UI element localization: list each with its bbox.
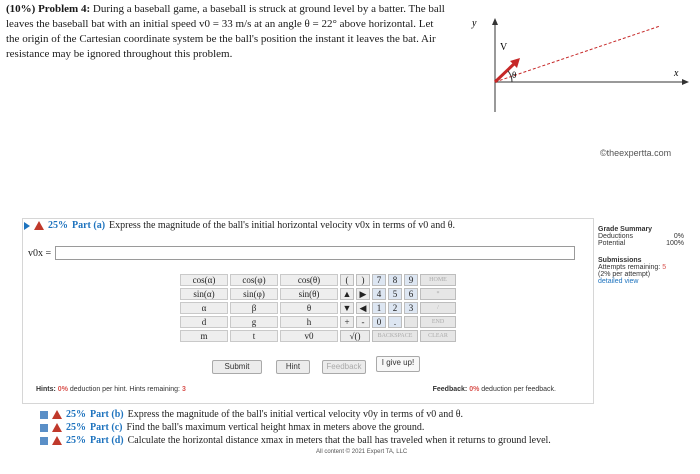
hints-deduction-text: deduction per hint. Hints remaining: <box>69 386 180 393</box>
key-paren-open[interactable]: ( <box>340 274 354 286</box>
key-blank-icon[interactable] <box>404 316 418 328</box>
feedback-label: Feedback: <box>432 386 468 393</box>
feedback-text: deduction per feedback. <box>481 386 556 393</box>
key-divide-icon[interactable]: / <box>420 302 456 314</box>
other-parts-list <box>40 408 551 447</box>
part-c-row[interactable] <box>40 421 551 434</box>
projectile-diagram <box>460 12 700 122</box>
key-beta[interactable]: β <box>230 302 278 314</box>
warning-icon <box>34 221 44 230</box>
problem-text: During a baseball game, a baseball is struck at ground level by a batter. The ball leaves the baseball bat with an initial speed v0 = 33 m/s at an angle θ = 22° above horizontal. Let the origin of the Cartesian coordinate system be the ball's position the instant it leaves the bat. Air resistance may be ignored throughout this problem. <box>6 3 445 60</box>
key-up-icon[interactable]: ▲ <box>340 288 354 300</box>
key-sin-alpha[interactable]: sin(α) <box>180 288 228 300</box>
key-4[interactable]: 4 <box>372 288 386 300</box>
problem-weight: (10%) <box>6 3 36 15</box>
grade-summary-title: Grade Summary <box>598 226 653 233</box>
hints-label: Hints: <box>36 386 56 393</box>
part-d-percent: 25% <box>66 435 86 446</box>
hints-remaining: 3 <box>181 386 186 393</box>
key-right-icon[interactable]: ▶ <box>356 288 370 300</box>
potential-label: Potential <box>598 240 626 247</box>
credit: ©theexpertta.com <box>600 148 672 158</box>
key-2[interactable]: 2 <box>388 302 402 314</box>
feedback-button[interactable]: Feedback <box>322 360 366 374</box>
part-b-label: Part (b) <box>90 409 124 420</box>
part-c-warning-icon <box>52 423 62 432</box>
key-cos-theta[interactable]: cos(θ) <box>280 274 338 286</box>
attempts-row <box>598 264 684 271</box>
detailed-view-link[interactable]: detailed view <box>598 278 639 285</box>
y-axis-label: y <box>472 18 477 29</box>
problem-heading: Problem 4: <box>38 3 91 15</box>
key-plus[interactable]: + <box>340 316 354 328</box>
key-down-icon[interactable]: ▼ <box>340 302 354 314</box>
key-clear[interactable]: CLEAR <box>420 330 456 342</box>
key-backspace[interactable]: BACKSPACE <box>372 330 418 342</box>
part-d-warning-icon <box>52 436 62 445</box>
give-up-button[interactable]: I give up! <box>376 356 420 372</box>
key-home[interactable]: HOME <box>420 274 456 286</box>
key-dot[interactable]: . <box>388 316 402 328</box>
deductions-label: Deductions <box>598 233 634 240</box>
part-d-text: Calculate the horizontal distance xmax in meters that the ball has traveled when it returns to ground level. <box>127 435 551 446</box>
key-9[interactable]: 9 <box>404 274 418 286</box>
key-m[interactable]: m <box>180 330 228 342</box>
hints-info <box>36 386 186 398</box>
part-c-text: Find the ball's maximum vertical height hmax in meters above the ground. <box>126 422 425 433</box>
key-theta[interactable]: θ <box>280 302 338 314</box>
key-8[interactable]: 8 <box>388 274 402 286</box>
x-axis-label: x <box>674 68 679 79</box>
part-b-percent: 25% <box>66 409 86 420</box>
potential-value: 100% <box>666 240 684 247</box>
submissions-title: Submissions <box>598 257 642 264</box>
key-h[interactable]: h <box>280 316 338 328</box>
key-sin-phi[interactable]: sin(φ) <box>230 288 278 300</box>
key-6[interactable]: 6 <box>404 288 418 300</box>
key-paren-close[interactable]: ) <box>356 274 370 286</box>
theta-label: θ <box>512 70 517 80</box>
deductions-value: 0% <box>673 233 684 240</box>
hint-button[interactable]: Hint <box>276 360 310 374</box>
key-star-icon[interactable]: * <box>420 288 456 300</box>
grade-summary <box>598 226 684 285</box>
attempts-label: Attempts remaining: <box>598 264 661 271</box>
feedback-pct: 0% <box>469 386 480 393</box>
key-cos-alpha[interactable]: cos(α) <box>180 274 228 286</box>
expand-arrow-icon[interactable] <box>24 222 30 230</box>
key-1[interactable]: 1 <box>372 302 386 314</box>
part-a-percent: 25% <box>48 220 68 231</box>
key-cos-phi[interactable]: cos(φ) <box>230 274 278 286</box>
part-a-label: Part (a) <box>72 220 106 231</box>
answer-input[interactable] <box>55 246 575 260</box>
function-keypad <box>178 272 340 344</box>
part-a-prompt: Express the magnitude of the ball's initial horizontal velocity v0x in terms of v0 and θ. <box>109 220 456 231</box>
key-3[interactable]: 3 <box>404 302 418 314</box>
hints-deduction-pct: 0% <box>57 386 68 393</box>
part-d-label: Part (d) <box>90 435 124 446</box>
velocity-label: V <box>500 42 508 53</box>
hints-feedback-bar <box>36 386 556 398</box>
answer-label: v0x = <box>28 247 52 259</box>
key-7[interactable]: 7 <box>372 274 386 286</box>
key-v0[interactable]: v0 <box>280 330 338 342</box>
submit-button[interactable]: Submit <box>212 360 262 374</box>
key-g[interactable]: g <box>230 316 278 328</box>
key-sqrt[interactable]: √() <box>340 330 370 342</box>
per-attempt: (2% per attempt) <box>598 271 651 278</box>
key-0[interactable]: 0 <box>372 316 386 328</box>
problem-statement <box>6 2 446 62</box>
part-c-label: Part (c) <box>90 422 123 433</box>
part-b-expand-icon[interactable] <box>40 411 48 419</box>
feedback-info <box>433 386 556 398</box>
key-t[interactable]: t <box>230 330 278 342</box>
x-axis-arrow <box>682 79 689 85</box>
part-b-warning-icon <box>52 410 62 419</box>
potential-row <box>598 240 684 247</box>
key-left-icon[interactable]: ◀ <box>356 302 370 314</box>
part-b-text: Express the magnitude of the ball's initial vertical velocity v0y in terms of v0 and θ. <box>127 409 464 420</box>
copyright: All content © 2021 Expert TA, LLC <box>316 449 408 455</box>
part-d-row[interactable] <box>40 434 551 447</box>
part-d-expand-icon[interactable] <box>40 437 48 445</box>
attempts-value: 5 <box>662 264 667 271</box>
key-minus[interactable]: - <box>356 316 370 328</box>
key-end[interactable]: END <box>420 316 456 328</box>
part-c-percent: 25% <box>66 422 86 433</box>
y-axis-arrow <box>492 18 498 25</box>
answer-row <box>28 246 575 260</box>
key-alpha[interactable]: α <box>180 302 228 314</box>
deductions-row <box>598 233 684 240</box>
part-c-expand-icon[interactable] <box>40 424 48 432</box>
key-5[interactable]: 5 <box>388 288 402 300</box>
key-sin-theta[interactable]: sin(θ) <box>280 288 338 300</box>
part-a-header <box>24 220 455 231</box>
key-d[interactable]: d <box>180 316 228 328</box>
trajectory-dashed <box>495 26 660 82</box>
part-b-row[interactable] <box>40 408 551 421</box>
